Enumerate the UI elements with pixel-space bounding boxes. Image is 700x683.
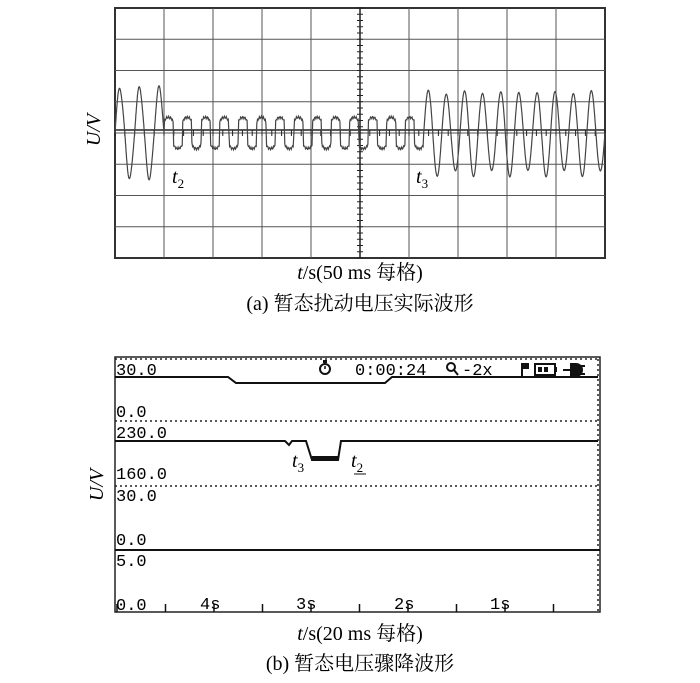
time-tick-2s: 2s	[394, 596, 415, 615]
xlabel-rest: /s(50 ms 每格)	[302, 262, 423, 284]
trace4-top-label: 5.0	[116, 553, 147, 572]
marker-sub: 2	[177, 176, 185, 191]
trace1-bottom-label: 0.0	[116, 404, 147, 423]
marker-main: t	[172, 166, 178, 188]
trace2-bottom-label: 160.0	[116, 466, 168, 485]
panel-b-caption: (b) 暂态电压骤降波形	[265, 653, 455, 675]
panel-b	[86, 357, 600, 675]
marker-main: t	[351, 450, 357, 472]
time-tick-4s: 4s	[200, 596, 221, 615]
panel-b-ylabel: U/V	[86, 468, 108, 502]
trace4-bottom-label: 0.0	[116, 597, 147, 616]
xlabel-rest: /s(20 ms 每格)	[302, 623, 423, 645]
xlabel-var: t	[297, 623, 303, 645]
trace2-top-label: 230.0	[116, 425, 168, 444]
marker-sub: 3	[421, 176, 429, 191]
marker-main: t	[416, 166, 422, 188]
marker-sub: 2	[356, 460, 364, 475]
panel-a	[83, 8, 605, 315]
time-tick-3s: 3s	[296, 596, 317, 615]
panel-a-ylabel: U/V	[83, 113, 105, 147]
panel-b-xlabel	[297, 622, 423, 645]
header-zoom: -2x	[462, 362, 493, 381]
panel-a-caption: (a) 暂态扰动电压实际波形	[246, 293, 474, 315]
panel-a-xlabel	[297, 261, 423, 284]
time-tick-1s: 1s	[490, 596, 511, 615]
marker-sub: 3	[297, 460, 305, 475]
trace3-bottom-label: 0.0	[116, 532, 147, 551]
panel-b-frame	[115, 357, 600, 612]
trace-2-sag-fill	[312, 456, 338, 460]
trace3-top-label: 30.0	[116, 488, 157, 507]
marker-main: t	[292, 450, 298, 472]
trace1-top-label: 30.0	[116, 362, 157, 381]
xlabel-var: t	[297, 262, 303, 284]
header-time: 0:00:24	[355, 362, 427, 381]
